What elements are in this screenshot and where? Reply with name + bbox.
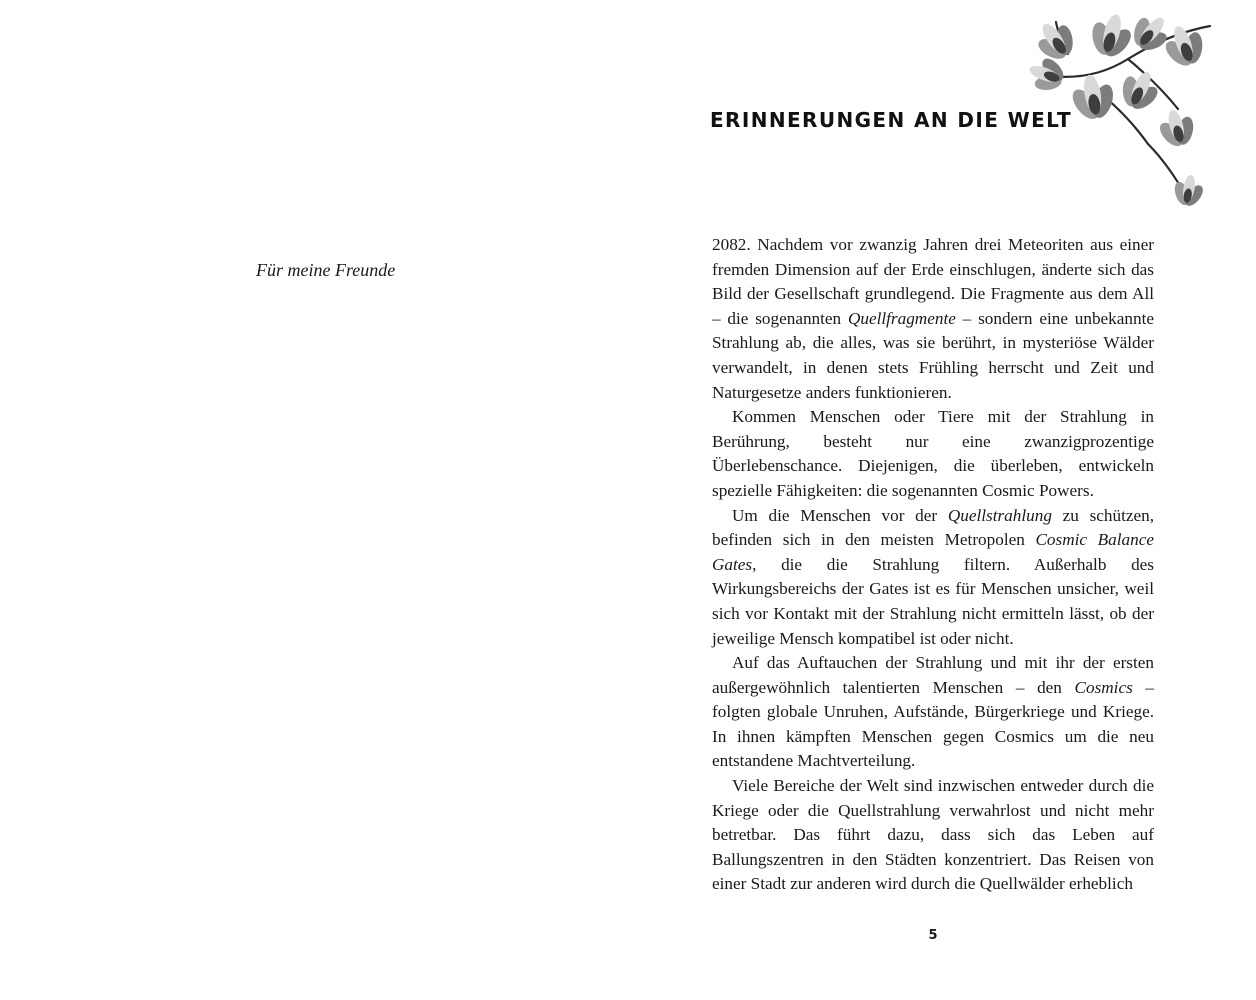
italic-term: Quellstrahlung bbox=[947, 505, 1052, 525]
paragraph bbox=[712, 774, 1154, 897]
italic-term: Cosmic Balance Gates bbox=[712, 530, 1154, 574]
paragraph bbox=[712, 405, 1154, 503]
text-run: 2082. Nachdem vor zwanzig Jahren drei Meteoriten aus einer fremden Dimension auf der Erde einschlugen, änderte sich das Bild der Gesellschaft grundlegend. Die Fragmente aus dem All – die sogenannten bbox=[712, 235, 1154, 328]
italic-term: Cosmics bbox=[1074, 677, 1133, 697]
text-run: Um die Menschen vor der bbox=[732, 505, 948, 525]
paragraph bbox=[712, 504, 1154, 652]
text-run: Viele Bereiche der Welt sind inzwischen entweder durch die Kriege oder die Quellstrahlung verwahrlost und nicht mehr betretbar. Das führt dazu, dass sich das Leben auf Ballungszentren in den Städten konzentriert. Das Reisen von einer Stadt zur anderen wird durch die Quellwälder erheblich bbox=[712, 776, 1154, 894]
text-run: Auf das Auftauchen der Strahlung und mit ihr der ersten außergewöhnlich talentierten Menschen – den bbox=[712, 653, 1154, 697]
text-run: , die die Strahlung filtern. Außerhalb des Wirkungsbereichs der Gates ist es für Menschen unsicher, weil sich vor Kontakt mit der Strahlung nicht ermitteln lässt, ob der jeweilige Mensch kompatibel ist oder nicht. bbox=[712, 554, 1154, 648]
text-run: – sondern eine unbekannte Strahlung ab, die alles, was sie berührt, in mysteriöse Wälder verwandelt, in denen stets Frühling herrscht und Zeit und Naturgesetze anders funktionieren. bbox=[712, 308, 1154, 402]
magnolia-flowers-icon bbox=[1028, 14, 1214, 214]
text-run: zu schützen, befinden sich in den meisten Metropolen bbox=[712, 505, 1154, 550]
page-number: 5 bbox=[928, 928, 938, 943]
chapter-body-text bbox=[712, 233, 1154, 897]
italic-term: Quellfragmente bbox=[847, 308, 956, 328]
dedication: Für meine Freunde bbox=[256, 260, 396, 280]
text-run: – folgten globale Unruhen, Aufstände, Bürgerkriege und Kriege. In ihnen kämpften Menschen gegen Cosmics um die neu entstandene Machtverteilung. bbox=[712, 677, 1154, 771]
paragraph bbox=[712, 651, 1154, 774]
chapter-title: ERINNERUNGEN AN DIE WELT bbox=[710, 108, 1073, 132]
paragraph bbox=[712, 233, 1154, 405]
text-run: Kommen Menschen oder Tiere mit der Strahlung in Berührung, besteht nur eine zwanzigprozentige Überlebenschance. Diejenigen, die überleben, entwickeln spezielle Fähigkeiten: die sogenannten Cosmic Powers. bbox=[712, 407, 1154, 500]
